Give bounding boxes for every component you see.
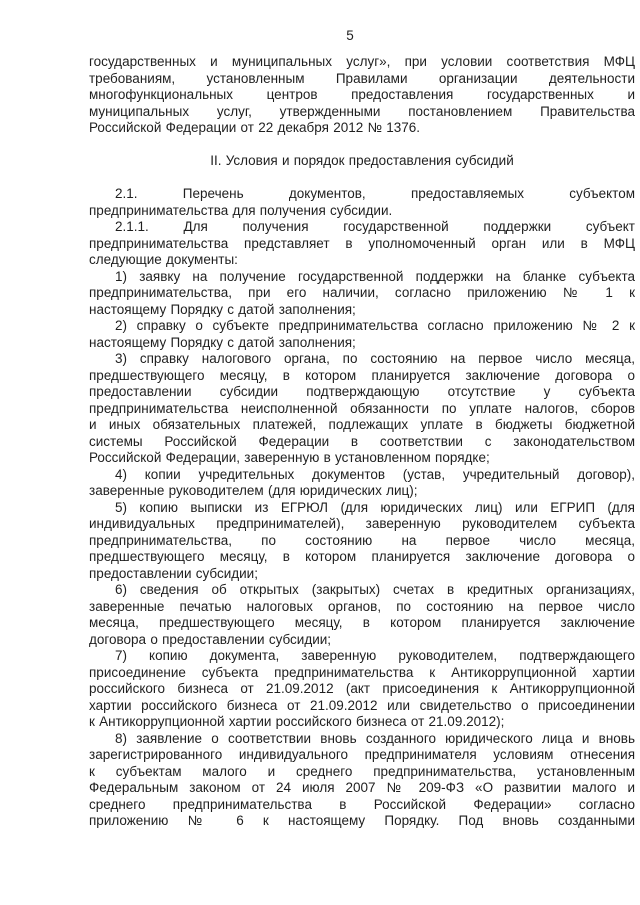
page-number: 5 (346, 28, 354, 43)
text-line: предпринимательства, при его наличии, согласно приложению № 1 к (89, 285, 635, 300)
text-line: предпринимательства представляет в уполномоченный орган или в МФЦ (89, 235, 635, 251)
text-line: 3) справку налогового органа, по состоянию на первое число месяца, (115, 351, 635, 366)
text-line: и иных обязательных платежей, подлежащих уплате в бюджеты бюджетной (89, 417, 635, 432)
text-line: государственных и муниципальных услуг», при условии соответствия МФЦ (89, 54, 635, 69)
text-line: приложению № 6 к настоящему Порядку. Под вновь созданными (89, 813, 635, 828)
text-line: заверенные руководителем (для юридических лиц); (89, 483, 418, 498)
paragraph (89, 731, 635, 830)
paragraph (89, 318, 635, 351)
text-line: предпринимательства, по состоянию на первое число месяца, (89, 532, 635, 548)
paragraph (89, 648, 635, 731)
text-line: договора о предоставлении субсидии; (89, 631, 332, 647)
text-line: 6) сведения об открытых (закрытых) счетах в кредитных организациях, (115, 582, 635, 597)
text-line: зарегистрированного индивидуального предпринимателя условиям отнесения (89, 747, 635, 762)
text-line: месяца, предшествующего месяцу, в котором планируется заключение (89, 615, 635, 630)
text-line: 2) справку о субъекте предпринимательства согласно приложению № 2 к (115, 318, 635, 333)
paragraph (89, 500, 635, 583)
text-line: 5) копию выписки из ЕГРЮЛ (для юридических лиц) или ЕГРИП (для (115, 499, 635, 515)
paragraph (89, 467, 635, 500)
text-line: 4) копии учредительных документов (устав, учредительный договор), (115, 466, 635, 482)
text-line: предпринимательства неисполненной обязанности по уплате налогов, сборов (89, 400, 635, 416)
text-line: настоящему Порядку с датой заполнения; (89, 334, 356, 350)
text-line: настоящему Порядку с датой заполнения; (89, 301, 356, 317)
text-line: среднего предпринимательства в Российской Федерации» согласно (89, 796, 635, 812)
paragraph (89, 186, 635, 219)
text-line: требованиям, установленным Правилами организации деятельности (89, 70, 635, 86)
text-line: к Антикоррупционной хартии российского бизнеса от 21.09.2012); (89, 714, 505, 729)
text-line: системы Российской Федерации в соответствии с законодательством (89, 433, 635, 449)
text-line: Федеральным законом от 24 июля 2007 № 209-ФЗ «О развитии малого и (89, 780, 635, 795)
paragraph (89, 582, 635, 648)
text-line: предшествующего месяцу, в котором планируется заключение договора о (89, 367, 635, 383)
text-line: II. Условия и порядок предоставления субсидий (210, 153, 514, 168)
text-line: заверенные печатью налоговых органов, по состоянию на первое число (89, 598, 635, 614)
section-heading (89, 153, 635, 170)
text-line: предпринимательства для получения субсидии. (89, 202, 393, 218)
text-line: следующие документы: (89, 252, 238, 267)
text-line: 8) заявление о соответствии вновь созданного юридического лица и вновь (115, 730, 635, 746)
text-line: к субъектам малого и среднего предпринимательства, установленным (89, 763, 635, 779)
text-line: 7) копию документа, заверенную руководителем, подтверждающего (115, 648, 635, 663)
text-line: присоединение субъекта предпринимательства к Антикоррупционной хартии (89, 664, 635, 680)
paragraph (89, 351, 635, 467)
document-body (89, 54, 635, 830)
paragraph (89, 54, 635, 137)
text-line: предоставлении субсидии; (89, 565, 258, 581)
text-line: российского бизнеса от 21.09.2012 (акт присоединения к Антикоррупционной (89, 681, 635, 696)
text-line: индивидуальных предпринимателей), заверенную руководителем субъекта (89, 516, 635, 531)
text-line: предшествующего месяцу, в котором планируется заключение договора о (89, 549, 635, 564)
paragraph (89, 269, 635, 319)
text-line: предоставлении субсидии подтверждающую отсутствие у субъекта (89, 384, 635, 399)
text-line: Российской Федерации от 22 декабря 2012 № 1376. (89, 120, 421, 135)
paragraph (89, 219, 635, 269)
text-line: муниципальных услуг, утвержденными постановлением Правительства (89, 103, 635, 119)
text-line: хартии российского бизнеса от 21.09.2012 или свидетельство о присоединении (89, 697, 635, 713)
text-line: 2.1. Перечень документов, предоставляемых субъектом (115, 186, 635, 201)
text-line: многофункциональных центров предоставления государственных и (89, 87, 635, 102)
text-line: 2.1.1. Для получения государственной поддержки субъект (115, 219, 635, 234)
text-line: 1) заявку на получение государственной поддержки на бланке субъекта (115, 268, 635, 284)
text-line: Российской Федерации, заверенную в установленном порядке; (89, 450, 490, 465)
